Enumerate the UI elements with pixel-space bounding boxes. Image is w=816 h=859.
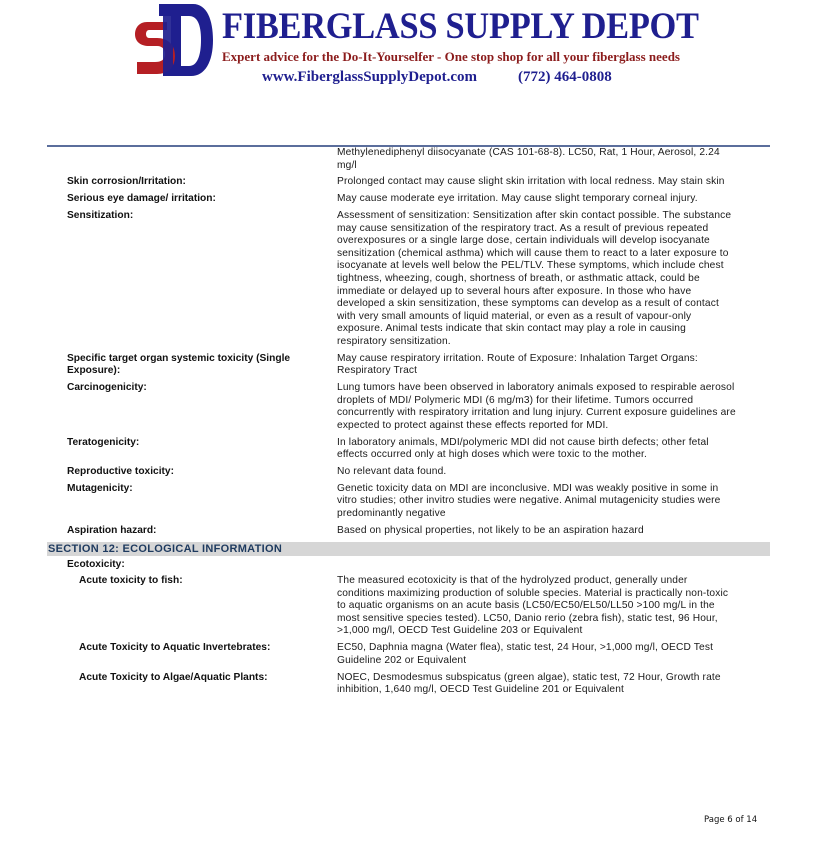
toxicity-row-teratogenicity [47,437,770,462]
toxicity-row-mutagenicity [47,483,770,521]
row-label: Teratogenicity: [67,436,140,448]
row-value: NOEC, Desmodesmus subspicatus (green algae), static test, 72 Hour, Growth rate inhibition, 1,640 mg/l, OECD Test Guideline 201 or Equivalent [337,671,721,696]
row-label: Reproductive toxicity: [67,465,174,477]
website-link[interactable]: www.FiberglassSupplyDepot.com [262,69,478,85]
toxicity-row-carcinogenicity [47,382,770,432]
toxicity-row-stot-single [47,353,770,378]
eco-row-fish [47,575,770,638]
eco-row-invertebrates [47,642,770,667]
row-value: Lung tumors have been observed in laboratory animals exposed to respirable aerosol droplets of MDI/ Polymeric MDI (6 mg/m3) for their lifetime. Tumors occurred concurrently with respiratory irritation and lung injury. Current exposure guidelines are expected to protect against these effects reported for MDI. [337,382,736,431]
row-label: Serious eye damage/ irritation: [67,193,216,205]
row-value: In laboratory animals, MDI/polymeric MDI did not cause birth defects; other fetal effects occurred only at high doses which were toxic to the mother. [337,436,709,461]
section-heading-ecological: SECTION 12: ECOLOGICAL INFORMATION [47,542,770,556]
toxicity-row-eye-damage [47,193,770,206]
row-value: Prolonged contact may cause slight skin irritation with local redness. May stain skin [337,176,725,188]
phone-number: (772) 464-0808 [518,69,612,85]
toxicity-row-reproductive [47,466,770,479]
page-number: Page 6 of 14 [704,815,758,825]
row-label: Aspiration hazard: [67,524,157,536]
row-value: Based on physical properties, not likely to be an aspiration hazard [337,524,644,536]
row-value: Genetic toxicity data on MDI are inconclusive. MDI was weakly positive in some in vitro studies; other invitro studies were negative. Animal mutagenicity studies were predominantly negative [337,482,721,519]
row-value: May cause moderate eye irritation. May cause slight temporary corneal injury. [337,193,698,205]
row-value: No relevant data found. [337,465,447,477]
row-value: Methylenediphenyl diisocyanate (CAS 101-68-8). LC50, Rat, 1 Hour, Aerosol, 2.24 mg/l [337,147,720,171]
row-value: EC50, Daphnia magna (Water flea), static test, 24 Hour, >1,000 mg/l, OECD Test Guideline 202 or Equivalent [337,642,714,666]
sd-logo-icon [135,2,215,78]
brand-tagline: Expert advice for the Do-It-Yourselfer - One stop shop for all your fiberglass needs [222,49,680,64]
subheading-ecotoxicity: Ecotoxicity: [67,558,125,570]
row-label: Carcinogenicity: [67,382,147,394]
row-label: Acute Toxicity to Aquatic Invertebrates: [79,642,271,654]
brand-title: FIBERGLASS SUPPLY DEPOT [222,6,699,47]
eco-row-algae [47,672,770,697]
row-label: Specific target organ systemic toxicity (Single Exposure): [67,352,291,377]
row-value: Assessment of sensitization: Sensitization after skin contact possible. The substance may cause sensitization of the respiratory tract. As a result of previous repeated overexposures or a single large dose, certain individuals will develop isocyanate sensitization (chemical asthma) which will cause them to react to a later exposure to isocyanate at levels well below the PEL/TLV. These symptoms, which include chest tightness, wheezing, cough, shortness of breath, or asthmatic attack, could be immediate or delayed up to several hours after exposure. In those who have developed a skin sensitization, these symptoms can develop as a result of contact with very small amounts of liquid material, or even as a result of vapour-only exposure. Animal tests indicate that skin contact may play a role in causing respiratory sensitization. [337,209,732,347]
row-value: The measured ecotoxicity is that of the hydrolyzed product, generally under conditions maximizing production of soluble species. Material is practically non-toxic to aquatic organisms on an acute basis (LC50/EC50/EL50/LL50 >100 mg/L in the most sensitive species tested). LC50, Danio rerio (zebra fish), static test, 96 Hour, >1,000 mg/l, OECD Test Guideline 203 or Equivalent [337,575,729,637]
row-label: Skin corrosion/Irritation: [67,176,186,188]
toxicity-row-aspiration [47,525,770,538]
row-value: May cause respiratory irritation. Route of Exposure: Inhalation Target Organs: Respiratory Tract [337,352,698,377]
toxicity-row-sensitization [47,210,770,349]
row-label: Sensitization: [67,209,134,221]
letterhead [0,0,816,95]
row-label: Acute toxicity to fish: [79,575,183,587]
row-label: Acute Toxicity to Algae/Aquatic Plants: [79,671,268,683]
sds-content [47,147,770,701]
toxicity-row-continued [47,147,770,172]
toxicity-row-skin-corrosion [47,176,770,189]
row-label: Mutagenicity: [67,482,133,494]
